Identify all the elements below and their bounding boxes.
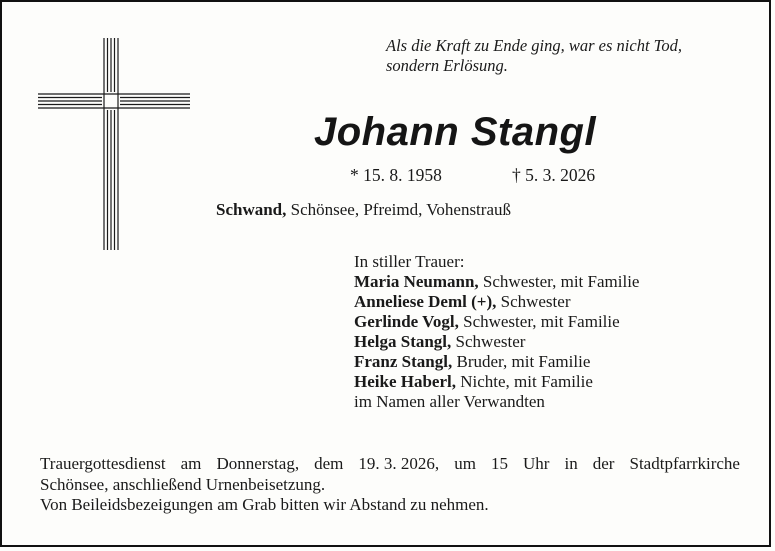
mourner-relation: Schwester, mit Familie [478,272,640,291]
service-word: dem [314,454,344,473]
mourner-row [354,272,639,292]
mourner-relation: Bruder, mit Familie [452,352,591,371]
death-date: † 5. 3. 2026 [512,165,596,185]
service-word: 19. 3. 2026, [358,454,440,473]
mourner-relation: Schwester [496,292,571,311]
service-word: 15 [490,454,508,473]
birth-date: * 15. 8. 1958 [350,165,442,185]
mourner-name: Heike Haberl, [354,372,456,391]
service-word: um [454,454,476,473]
mourner-row [354,352,639,372]
service-line-1 [40,454,740,475]
place-main: Schwand, [216,200,287,219]
service-word: Uhr [523,454,550,473]
deceased-name: Johann Stangl [314,110,597,154]
service-word: der [592,454,615,473]
mourner-name: Franz Stangl, [354,352,453,371]
places-line [216,200,511,220]
mourner-name: Maria Neumann, [354,272,479,291]
service-info [40,454,740,516]
service-word: Donnerstag, [216,454,300,473]
mourner-relation: Schwester, mit Familie [458,312,620,331]
service-word: Trauergottesdienst [40,454,166,473]
quote-line-2: sondern Erlösung. [386,56,508,75]
service-line-2: Schönsee, anschließend Urnenbeisetzung. [40,474,326,494]
mourner-row [354,372,639,392]
service-line-3: Von Beileidsbezeigungen am Grab bitten wir Abstand zu nehmen. [40,495,489,514]
service-word: Stadtpfarrkirche [629,454,740,473]
mourners-list [354,252,639,412]
service-word: in [564,454,578,473]
mourner-name: Gerlinde Vogl, [354,312,459,331]
mourners-intro: In stiller Trauer: [354,252,465,271]
cross-icon [38,38,190,250]
service-word: am [180,454,202,473]
mourner-relation: Schwester [451,332,526,351]
mourner-name: Helga Stangl, [354,332,452,351]
mourner-row [354,292,639,312]
quote-line-1: Als die Kraft zu Ende ging, war es nicht Tod, [386,36,682,55]
mourner-name: Anneliese Deml (+), [354,292,497,311]
mourner-relation: Nichte, mit Familie [455,372,593,391]
places-others: Schönsee, Pfreimd, Vohenstrauß [286,200,511,219]
mourner-row [354,312,639,332]
mourner-row [354,332,639,352]
mourners-closing: im Namen aller Verwandten [354,392,545,411]
quote [386,36,682,76]
